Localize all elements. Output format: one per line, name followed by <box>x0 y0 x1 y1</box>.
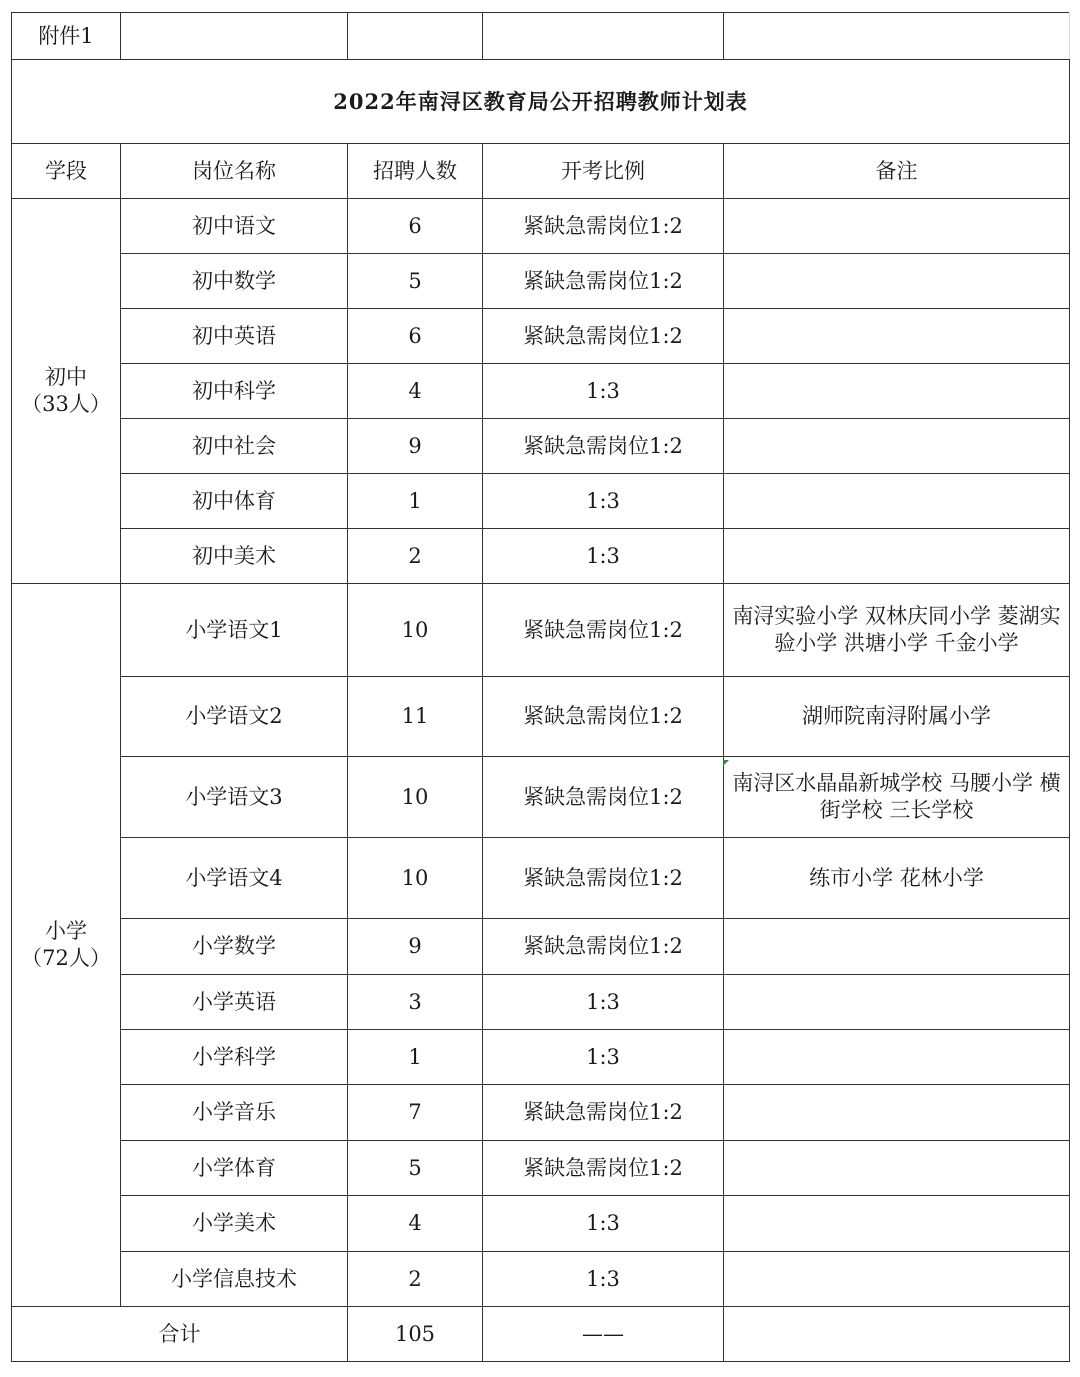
ratio-cell[interactable]: 紧缺急需岗位1:2 <box>483 309 724 364</box>
total-count[interactable]: 105 <box>348 1307 483 1362</box>
stage-cell-middle[interactable] <box>12 199 121 584</box>
count-cell[interactable]: 10 <box>348 584 483 677</box>
ratio-cell[interactable]: 1:3 <box>483 975 724 1030</box>
note-cell[interactable] <box>724 1141 1070 1196</box>
empty-cell[interactable] <box>121 13 348 60</box>
ratio-cell[interactable]: 1:3 <box>483 1030 724 1085</box>
note-cell[interactable] <box>724 474 1070 529</box>
count-cell[interactable]: 11 <box>348 677 483 757</box>
table-row <box>12 757 1070 838</box>
note-cell[interactable] <box>724 975 1070 1030</box>
position-cell[interactable]: 小学语文1 <box>121 584 348 677</box>
count-cell[interactable]: 5 <box>348 254 483 309</box>
position-cell[interactable]: 初中数学 <box>121 254 348 309</box>
ratio-cell[interactable]: 紧缺急需岗位1:2 <box>483 584 724 677</box>
table-row <box>12 975 1070 1030</box>
count-cell[interactable]: 10 <box>348 757 483 838</box>
comment-marker-icon <box>723 760 729 766</box>
total-row <box>12 1307 1070 1362</box>
table-row <box>12 199 1070 254</box>
count-cell[interactable]: 2 <box>348 529 483 584</box>
note-cell[interactable]: 南浔区水晶晶新城学校 马腰小学 横街学校 三长学校 <box>724 757 1070 838</box>
table-row <box>12 419 1070 474</box>
count-cell[interactable]: 3 <box>348 975 483 1030</box>
position-cell[interactable]: 初中科学 <box>121 364 348 419</box>
note-cell[interactable] <box>724 1252 1070 1307</box>
ratio-cell[interactable]: 紧缺急需岗位1:2 <box>483 254 724 309</box>
position-cell[interactable]: 小学美术 <box>121 1196 348 1252</box>
table-row <box>12 1196 1070 1252</box>
position-cell[interactable]: 小学英语 <box>121 975 348 1030</box>
stage-name: 小学 <box>45 919 87 943</box>
table-row <box>12 364 1070 419</box>
ratio-cell[interactable]: 1:3 <box>483 529 724 584</box>
count-cell[interactable]: 9 <box>348 919 483 975</box>
header-position[interactable]: 岗位名称 <box>121 144 348 199</box>
count-cell[interactable]: 7 <box>348 1085 483 1141</box>
position-cell[interactable]: 初中体育 <box>121 474 348 529</box>
note-cell[interactable]: 练市小学 花林小学 <box>724 838 1070 919</box>
count-cell[interactable]: 5 <box>348 1141 483 1196</box>
position-cell[interactable]: 小学数学 <box>121 919 348 975</box>
stage-total: （72人） <box>21 946 111 970</box>
table-row <box>12 1141 1070 1196</box>
note-cell[interactable] <box>724 364 1070 419</box>
note-cell[interactable] <box>724 1196 1070 1252</box>
position-cell[interactable]: 初中社会 <box>121 419 348 474</box>
position-cell[interactable]: 初中语文 <box>121 199 348 254</box>
ratio-cell[interactable]: 紧缺急需岗位1:2 <box>483 919 724 975</box>
table-row <box>12 1085 1070 1141</box>
total-ratio[interactable]: —— <box>483 1307 724 1362</box>
total-label[interactable]: 合计 <box>12 1307 348 1362</box>
attachment-label[interactable]: 附件1 <box>12 13 121 60</box>
note-cell[interactable] <box>724 1030 1070 1085</box>
stage-total: （33人） <box>21 392 111 416</box>
ratio-cell[interactable]: 紧缺急需岗位1:2 <box>483 199 724 254</box>
count-cell[interactable]: 2 <box>348 1252 483 1307</box>
table-row <box>12 677 1070 757</box>
note-cell[interactable] <box>724 419 1070 474</box>
position-cell[interactable]: 初中美术 <box>121 529 348 584</box>
table-row <box>12 584 1070 677</box>
count-cell[interactable]: 1 <box>348 1030 483 1085</box>
empty-cell[interactable] <box>348 13 483 60</box>
note-cell[interactable] <box>724 254 1070 309</box>
ratio-cell[interactable]: 紧缺急需岗位1:2 <box>483 757 724 838</box>
note-cell[interactable]: 南浔实验小学 双林庆同小学 菱湖实验小学 洪塘小学 千金小学 <box>724 584 1070 677</box>
header-stage[interactable]: 学段 <box>12 144 121 199</box>
position-cell[interactable]: 小学语文2 <box>121 677 348 757</box>
table-row <box>12 254 1070 309</box>
note-cell[interactable] <box>724 529 1070 584</box>
header-ratio[interactable]: 开考比例 <box>483 144 724 199</box>
table-row <box>12 1252 1070 1307</box>
count-cell[interactable]: 6 <box>348 199 483 254</box>
ratio-cell[interactable]: 1:3 <box>483 474 724 529</box>
position-cell[interactable]: 小学信息技术 <box>121 1252 348 1307</box>
header-row <box>12 144 1070 199</box>
ratio-cell[interactable]: 1:3 <box>483 1252 724 1307</box>
count-cell[interactable]: 6 <box>348 309 483 364</box>
attachment-row <box>12 13 1070 60</box>
position-cell[interactable]: 小学科学 <box>121 1030 348 1085</box>
position-cell[interactable]: 小学音乐 <box>121 1085 348 1141</box>
note-cell[interactable] <box>724 199 1070 254</box>
note-cell[interactable] <box>724 1085 1070 1141</box>
table-row <box>12 838 1070 919</box>
table-row <box>12 919 1070 975</box>
ratio-cell[interactable]: 紧缺急需岗位1:2 <box>483 419 724 474</box>
note-cell[interactable] <box>724 919 1070 975</box>
table-row <box>12 529 1070 584</box>
ratio-cell[interactable]: 紧缺急需岗位1:2 <box>483 838 724 919</box>
table-row <box>12 1030 1070 1085</box>
count-cell[interactable]: 1 <box>348 474 483 529</box>
count-cell[interactable]: 4 <box>348 1196 483 1252</box>
position-cell[interactable]: 小学语文4 <box>121 838 348 919</box>
table-title[interactable]: 2022年南浔区教育局公开招聘教师计划表 <box>12 60 1070 144</box>
title-row <box>12 60 1070 144</box>
stage-name: 初中 <box>45 365 87 389</box>
total-note-cell[interactable] <box>724 1307 1070 1362</box>
ratio-cell[interactable]: 1:3 <box>483 1196 724 1252</box>
count-cell[interactable]: 9 <box>348 419 483 474</box>
ratio-cell[interactable]: 紧缺急需岗位1:2 <box>483 1141 724 1196</box>
empty-cell[interactable] <box>724 13 1070 60</box>
position-cell[interactable]: 小学体育 <box>121 1141 348 1196</box>
count-cell[interactable]: 4 <box>348 364 483 419</box>
count-cell[interactable]: 10 <box>348 838 483 919</box>
ratio-cell[interactable]: 1:3 <box>483 364 724 419</box>
ratio-cell[interactable]: 紧缺急需岗位1:2 <box>483 1085 724 1141</box>
position-cell[interactable]: 初中英语 <box>121 309 348 364</box>
header-note[interactable]: 备注 <box>724 144 1070 199</box>
note-cell[interactable]: 湖师院南浔附属小学 <box>724 677 1070 757</box>
stage-cell-primary[interactable] <box>12 584 121 1307</box>
position-cell[interactable]: 小学语文3 <box>121 757 348 838</box>
table-row <box>12 309 1070 364</box>
empty-cell[interactable] <box>483 13 724 60</box>
recruitment-plan-table <box>11 12 1070 1362</box>
note-cell[interactable] <box>724 309 1070 364</box>
header-count[interactable]: 招聘人数 <box>348 144 483 199</box>
ratio-cell[interactable]: 紧缺急需岗位1:2 <box>483 677 724 757</box>
table-row <box>12 474 1070 529</box>
